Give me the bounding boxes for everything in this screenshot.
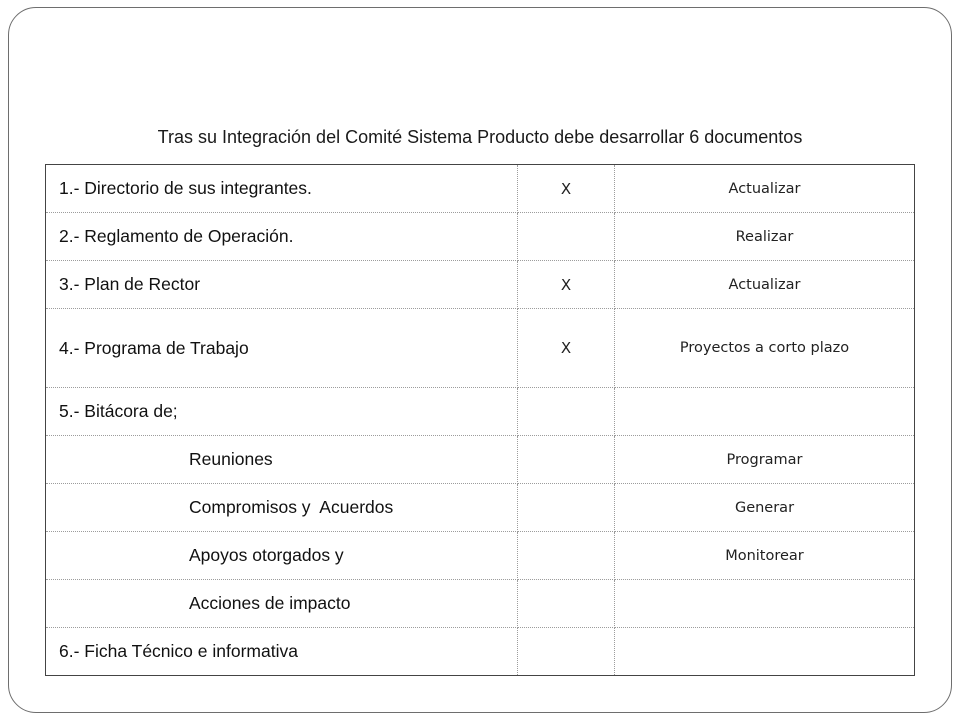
document-name: 6.- Ficha Técnico e informativa <box>46 628 518 676</box>
table-row <box>46 580 915 628</box>
action-label <box>615 628 915 676</box>
documents-table <box>45 164 915 676</box>
document-name: 3.- Plan de Rector <box>46 261 518 309</box>
status-mark <box>518 436 615 484</box>
table-row <box>46 388 915 436</box>
action-label: Actualizar <box>615 261 915 309</box>
sub-item-name: Acciones de impacto <box>46 580 518 628</box>
action-label: Proyectos a corto plazo <box>615 309 915 388</box>
slide-title: Tras su Integración del Comité Sistema Producto debe desarrollar 6 documentos <box>157 127 803 147</box>
status-mark: X <box>518 309 615 388</box>
status-mark <box>518 532 615 580</box>
action-label: Monitorear <box>615 532 915 580</box>
table-row <box>46 436 915 484</box>
action-label: Generar <box>615 484 915 532</box>
document-name: 2.- Reglamento de Operación. <box>46 213 518 261</box>
status-mark <box>518 388 615 436</box>
status-mark <box>518 628 615 676</box>
table-row <box>46 261 915 309</box>
document-name: 4.- Programa de Trabajo <box>46 309 518 388</box>
status-mark <box>518 484 615 532</box>
action-label: Programar <box>615 436 915 484</box>
status-mark <box>518 213 615 261</box>
sub-item-name: Reuniones <box>46 436 518 484</box>
table-row <box>46 628 915 676</box>
table-row <box>46 532 915 580</box>
sub-item-name: Apoyos otorgados y <box>46 532 518 580</box>
document-name: 1.- Directorio de sus integrantes. <box>46 165 518 213</box>
table-row <box>46 309 915 388</box>
action-label: Actualizar <box>615 165 915 213</box>
action-label <box>615 388 915 436</box>
table-row <box>46 213 915 261</box>
document-name: 5.- Bitácora de; <box>46 388 518 436</box>
status-mark <box>518 580 615 628</box>
table-row <box>46 484 915 532</box>
action-label: Realizar <box>615 213 915 261</box>
table-row <box>46 165 915 213</box>
status-mark: X <box>518 261 615 309</box>
action-label <box>615 580 915 628</box>
sub-item-name: Compromisos y Acuerdos <box>46 484 518 532</box>
status-mark: X <box>518 165 615 213</box>
